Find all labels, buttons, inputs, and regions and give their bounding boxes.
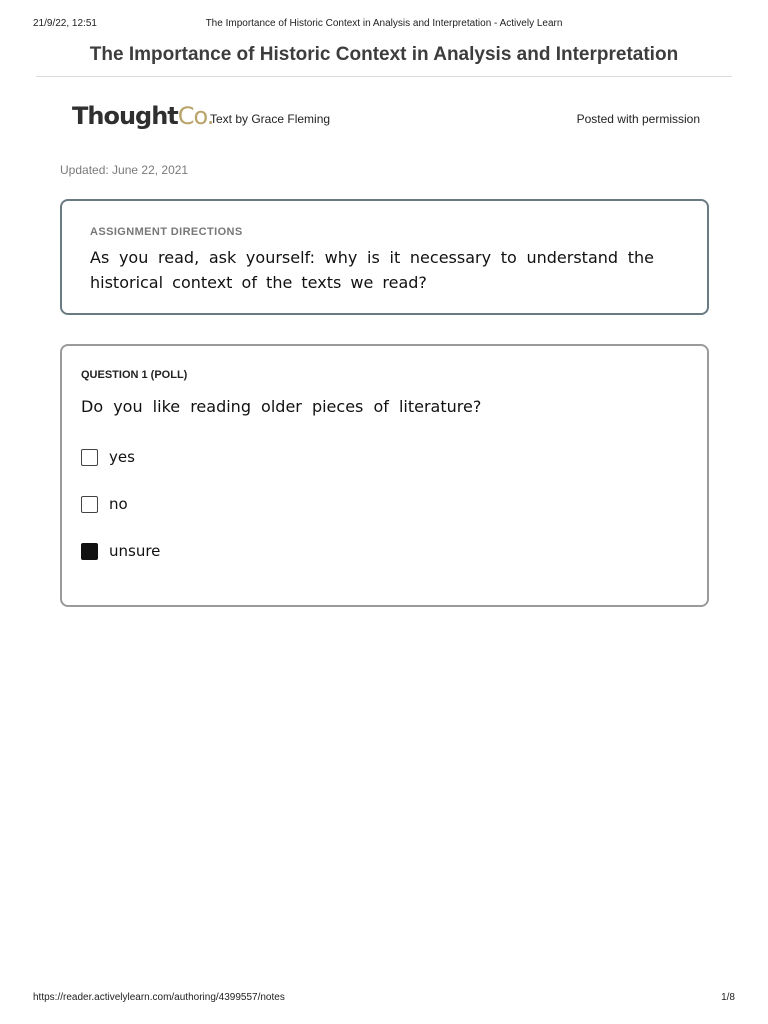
question-text: Do you like reading older pieces of literature? — [81, 397, 482, 416]
question-label: QUESTION 1 (POLL) — [81, 369, 188, 381]
option-label: unsure — [109, 542, 161, 560]
option-label: no — [109, 495, 128, 513]
title-divider — [36, 76, 732, 77]
option-label: yes — [109, 448, 135, 466]
print-header — [33, 18, 735, 32]
checkbox-unchecked-icon[interactable] — [81, 449, 98, 466]
directions-text: As you read, ask yourself: why is it necessary to understand the historical context of the texts we read? — [90, 248, 654, 292]
poll-option-yes[interactable] — [81, 447, 135, 467]
article-meta — [72, 100, 700, 136]
page-number: 1/8 — [721, 992, 735, 1003]
thoughtco-logo — [72, 102, 213, 130]
print-date: 21/9/22, 12:51 — [33, 18, 97, 29]
permission-note: Posted with permission — [576, 112, 700, 126]
author-credit: Text by Grace Fleming — [210, 112, 331, 126]
assignment-directions-card — [60, 199, 709, 315]
print-document-title: The Importance of Historic Context in Analysis and Interpretation - Actively Learn — [205, 18, 563, 29]
poll-question-card — [60, 344, 709, 607]
poll-option-unsure[interactable] — [81, 541, 160, 561]
directions-label: ASSIGNMENT DIRECTIONS — [90, 226, 243, 238]
logo-suffix-text: Co. — [177, 102, 214, 130]
updated-date: Updated: June 22, 2021 — [60, 163, 189, 177]
checkbox-unchecked-icon[interactable] — [81, 496, 98, 513]
logo-main-text: Thought — [72, 102, 178, 130]
page-title: The Importance of Historic Context in Analysis and Interpretation — [89, 44, 679, 65]
checkbox-checked-icon[interactable] — [81, 543, 98, 560]
poll-option-no[interactable] — [81, 494, 128, 514]
page-url: https://reader.activelylearn.com/authoring/4399557/notes — [33, 992, 285, 1003]
